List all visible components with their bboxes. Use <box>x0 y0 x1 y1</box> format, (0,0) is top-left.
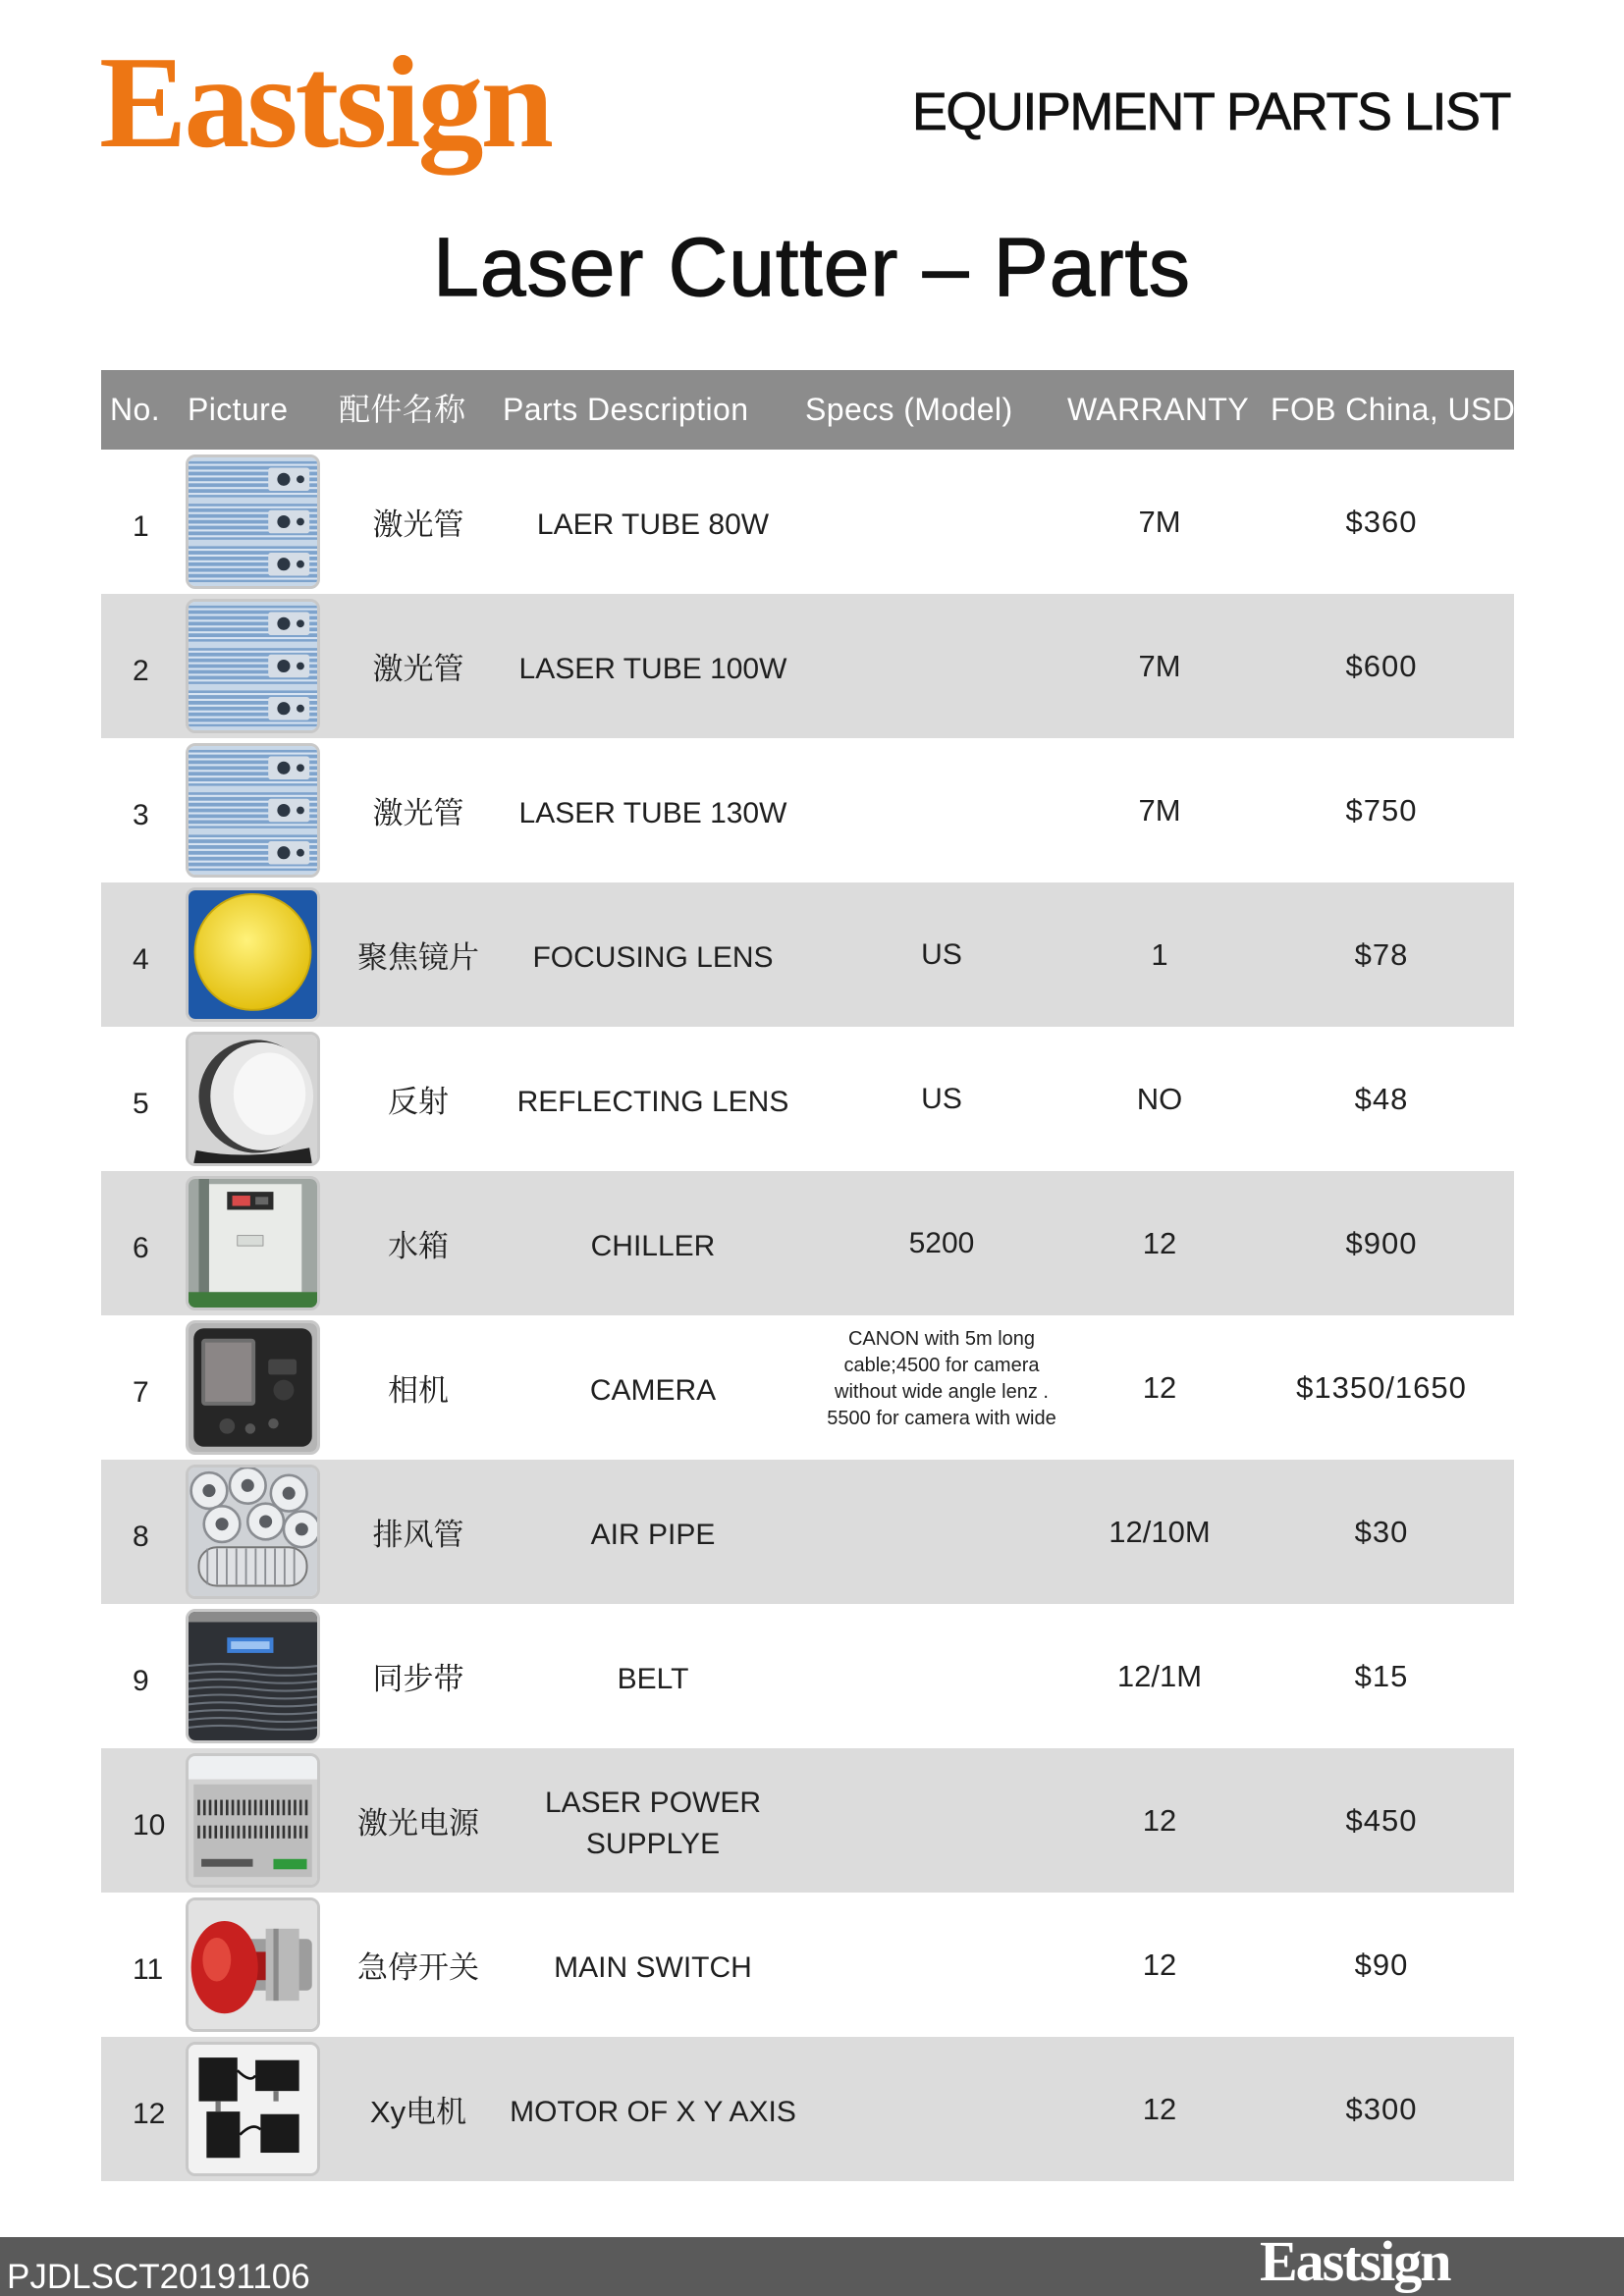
part-name-chinese: 急停开关 <box>357 1950 479 1985</box>
row-number: 8 <box>133 1520 149 1553</box>
table-row <box>101 1315 1514 1460</box>
part-description-line: CHILLER <box>590 1229 716 1262</box>
part-description-line: SUPPLYE <box>585 1827 721 1860</box>
column-header-price: FOB China, USD <box>1271 392 1516 427</box>
part-price: $600 <box>1345 648 1418 683</box>
column-header-warranty: WARRANTY <box>1067 392 1250 427</box>
part-specs <box>794 1171 1089 1315</box>
part-specs-line: US <box>921 1082 962 1115</box>
part-specs <box>794 1027 1089 1171</box>
part-description <box>506 1315 800 1460</box>
part-name-chinese: 相机 <box>388 1373 449 1408</box>
part-description <box>506 594 800 738</box>
row-number: 1 <box>133 509 149 543</box>
part-name-chinese: 同步带 <box>372 1662 464 1696</box>
part-warranty: NO <box>1136 1081 1183 1116</box>
camera-icon <box>186 1320 320 1455</box>
part-specs <box>794 1893 1089 2037</box>
part-price: $900 <box>1345 1225 1418 1260</box>
laser-power-supply-icon <box>186 1753 320 1888</box>
part-description <box>506 1171 800 1315</box>
part-description-line: LAER TUBE 80W <box>536 507 770 541</box>
column-header-chinese-name: 配件名称 <box>339 392 466 427</box>
part-description <box>506 1604 800 1748</box>
air-pipe-icon <box>186 1465 320 1599</box>
part-price: $30 <box>1354 1514 1409 1549</box>
column-header-description: Parts Description <box>503 392 749 427</box>
part-specs-line: without wide angle lenz . <box>835 1380 1049 1403</box>
part-warranty: 7M <box>1138 792 1181 828</box>
part-warranty: 7M <box>1138 504 1181 539</box>
part-price: $360 <box>1345 504 1418 539</box>
part-specs <box>794 2037 1089 2181</box>
part-specs <box>794 738 1089 882</box>
part-description-line: MAIN SWITCH <box>554 1950 752 1984</box>
row-number: 2 <box>133 654 149 687</box>
part-description <box>506 1748 800 1893</box>
part-warranty: 7M <box>1138 648 1181 683</box>
part-price: $450 <box>1345 1802 1418 1838</box>
emergency-stop-switch-icon <box>186 1897 320 2032</box>
part-description-line: LASER TUBE 100W <box>518 652 787 685</box>
part-price: $1350/1650 <box>1296 1369 1467 1405</box>
part-specs <box>794 882 1089 1027</box>
table-row <box>101 2037 1514 2181</box>
focusing-lens-icon <box>186 887 320 1022</box>
part-description <box>506 450 800 594</box>
eastsign-logo: Eastsign <box>99 29 552 175</box>
row-number: 9 <box>133 1664 149 1697</box>
row-number: 7 <box>133 1375 149 1409</box>
part-price: $15 <box>1354 1658 1409 1693</box>
part-description-line: BELT <box>617 1662 689 1695</box>
table-row <box>101 1027 1514 1171</box>
part-name-chinese: 激光管 <box>372 652 464 686</box>
part-warranty: 12 <box>1142 1225 1177 1260</box>
footer-logo: Eastsign <box>1260 2229 1450 2293</box>
column-header-no: No. <box>110 392 160 427</box>
part-warranty: 12 <box>1142 1369 1177 1405</box>
reflecting-lens-icon <box>186 1032 320 1166</box>
row-number: 6 <box>133 1231 149 1264</box>
part-price: $78 <box>1354 936 1409 972</box>
part-description-line: LASER TUBE 130W <box>518 796 787 829</box>
table-row <box>101 738 1514 882</box>
part-description-line: MOTOR OF X Y AXIS <box>510 2095 796 2128</box>
part-name-chinese: 激光电源 <box>357 1806 479 1841</box>
table-row <box>101 1604 1514 1748</box>
part-price: $90 <box>1354 1947 1409 1982</box>
row-number: 11 <box>133 1952 164 1986</box>
part-specs <box>794 450 1089 594</box>
laser-tube-icon <box>186 454 320 589</box>
table-header <box>101 370 1514 450</box>
row-number: 3 <box>133 798 149 831</box>
part-name-chinese: 激光管 <box>372 796 464 830</box>
part-name-chinese: Xy电机 <box>369 2095 467 2129</box>
part-warranty: 12 <box>1142 1802 1177 1838</box>
row-number: 10 <box>133 1808 166 1842</box>
table-row <box>101 1171 1514 1315</box>
belt-icon <box>186 1609 320 1743</box>
part-description <box>506 2037 800 2181</box>
chiller-icon <box>186 1176 320 1310</box>
xy-motor-icon <box>186 2042 320 2176</box>
table-row <box>101 1460 1514 1604</box>
part-specs-line: CANON with 5m long <box>847 1327 1036 1350</box>
row-number: 4 <box>133 942 149 976</box>
part-description <box>506 1893 800 2037</box>
part-description-line: CAMERA <box>589 1373 717 1407</box>
laser-tube-icon <box>186 743 320 878</box>
part-specs <box>794 1748 1089 1893</box>
table-row <box>101 450 1514 594</box>
part-price: $300 <box>1345 2091 1418 2126</box>
part-description-line: LASER POWER <box>544 1786 762 1819</box>
part-warranty: 12 <box>1142 2091 1177 2126</box>
part-specs <box>794 1460 1089 1604</box>
page-title: Laser Cutter – Parts <box>433 221 1191 313</box>
row-number: 5 <box>133 1087 149 1120</box>
part-description <box>506 1027 800 1171</box>
row-number: 12 <box>133 2097 166 2130</box>
part-name-chinese: 聚焦镜片 <box>357 940 479 975</box>
part-description-line: REFLECTING LENS <box>516 1085 789 1118</box>
part-warranty: 1 <box>1151 936 1168 972</box>
part-description-line: FOCUSING LENS <box>532 940 774 974</box>
part-specs-line: US <box>921 937 962 971</box>
column-header-specs: Specs (Model) <box>805 392 1013 427</box>
table-row <box>101 594 1514 738</box>
table-body <box>101 450 1514 2181</box>
part-name-chinese: 反射 <box>388 1085 449 1119</box>
part-description <box>506 1460 800 1604</box>
part-warranty: 12 <box>1142 1947 1177 1982</box>
part-name-chinese: 水箱 <box>388 1229 449 1263</box>
part-specs <box>794 594 1089 738</box>
column-header-picture: Picture <box>188 392 289 427</box>
document-type-heading: EQUIPMENT PARTS LIST <box>911 82 1510 141</box>
part-specs-line: 5200 <box>908 1226 975 1259</box>
part-warranty: 12/10M <box>1109 1514 1211 1549</box>
part-specs <box>794 1315 1089 1460</box>
parts-table <box>101 370 1514 2181</box>
part-specs-line: cable;4500 for camera <box>843 1354 1040 1376</box>
footer-bar <box>0 2229 1624 2296</box>
laser-tube-icon <box>186 599 320 733</box>
part-name-chinese: 排风管 <box>372 1518 464 1552</box>
part-price: $750 <box>1345 792 1418 828</box>
part-description <box>506 738 800 882</box>
document-code: PJDLSCT20191106 <box>7 2258 310 2296</box>
part-specs-line: 5500 for camera with wide <box>827 1407 1056 1429</box>
part-description-line: AIR PIPE <box>590 1518 716 1551</box>
part-specs <box>794 1604 1089 1748</box>
table-row <box>101 882 1514 1027</box>
part-warranty: 12/1M <box>1116 1658 1203 1693</box>
part-description <box>506 882 800 1027</box>
table-row <box>101 1748 1514 1893</box>
table-row <box>101 1893 1514 2037</box>
part-name-chinese: 激光管 <box>372 507 464 542</box>
part-price: $48 <box>1354 1081 1409 1116</box>
